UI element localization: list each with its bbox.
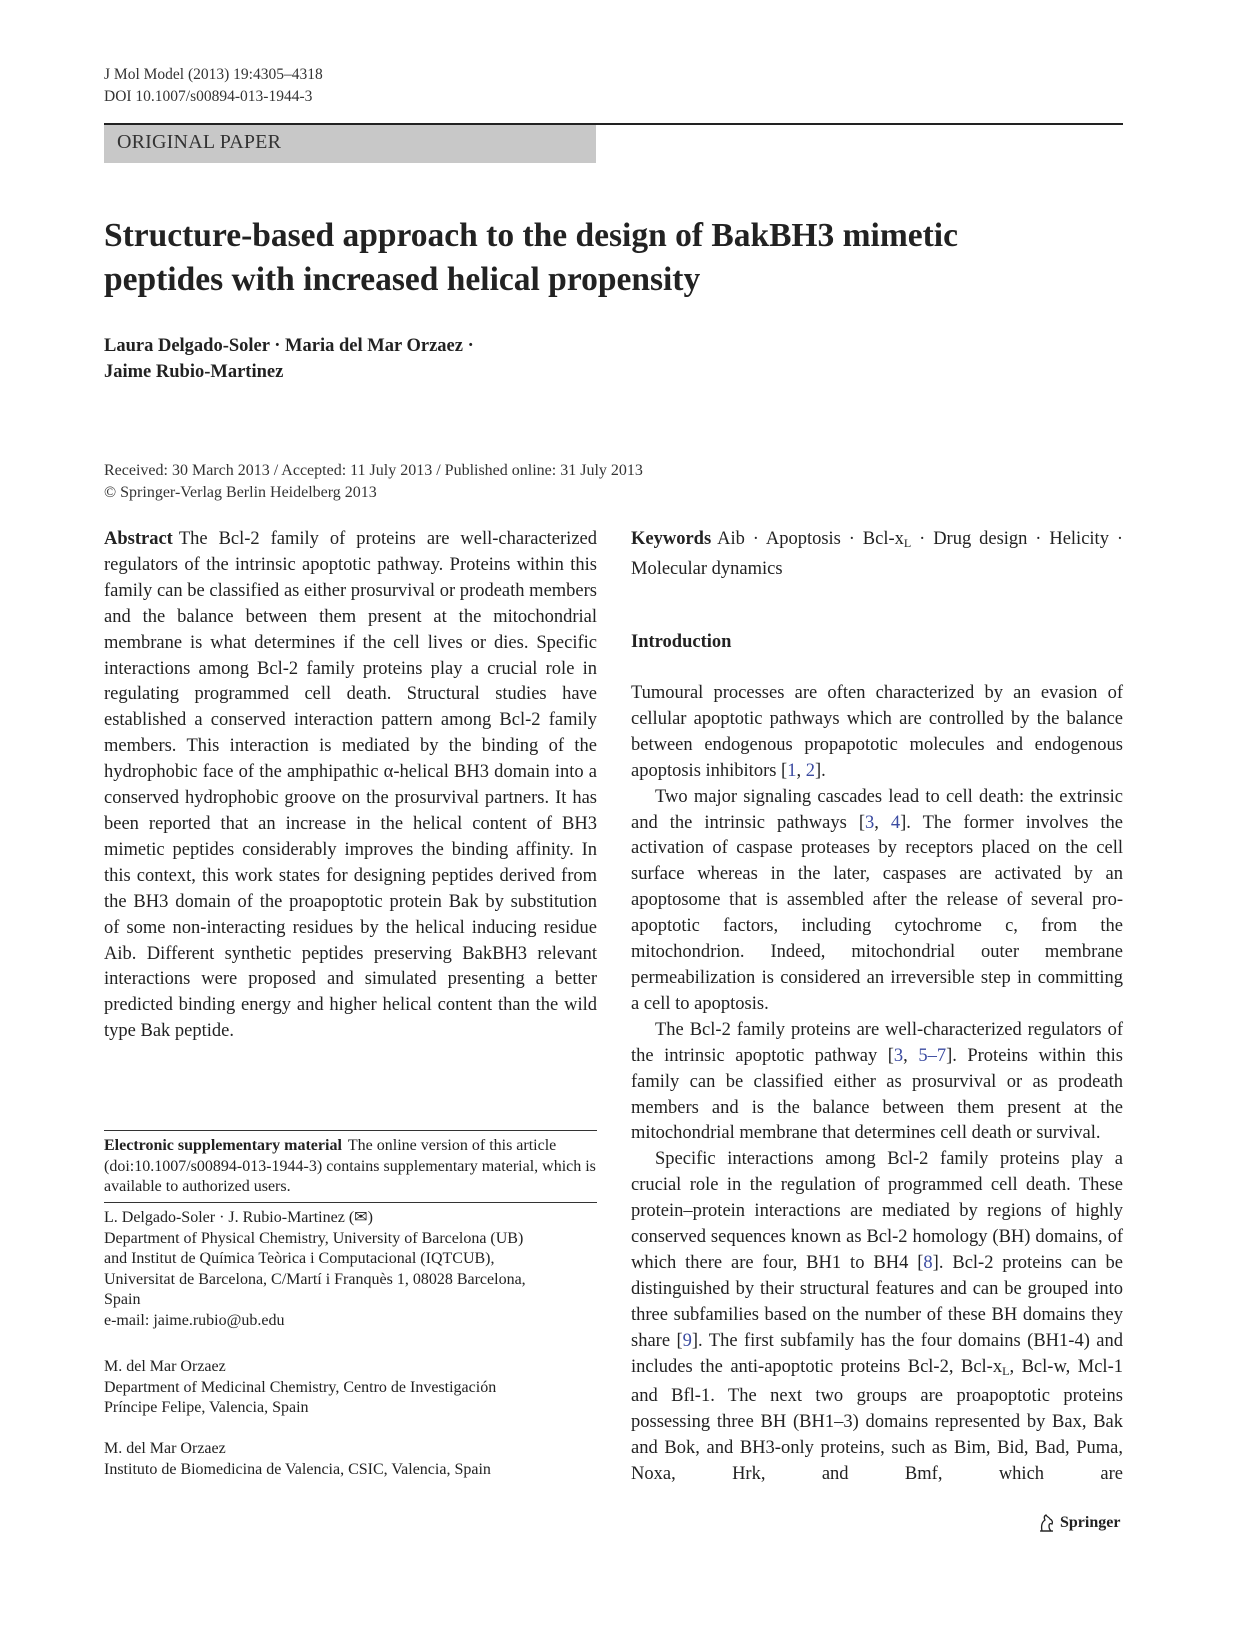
intro-paragraph-3 <box>631 1018 1123 1148</box>
publication-dates <box>104 460 643 504</box>
affiliation-3 <box>104 1439 597 1480</box>
citation-link[interactable]: 1 <box>787 760 797 781</box>
intro-paragraph-4 <box>631 1147 1123 1488</box>
esm-text: The online version of this article (doi:10.1007/s00894-013-1944-3) contains supplementary material, which is available to authorized users. <box>104 1137 596 1195</box>
affiliation-email: e-mail: jaime.rubio@ub.edu <box>104 1311 285 1329</box>
citation-link[interactable]: 9 <box>682 1330 692 1351</box>
affiliation-dept: Department of Physical Chemistry, University of Barcelona (UB) <box>104 1229 524 1247</box>
citation-link[interactable]: 5–7 <box>918 1045 947 1066</box>
esm-rule <box>104 1130 597 1131</box>
text: , <box>796 760 806 781</box>
text: , <box>874 812 891 833</box>
citation-link[interactable]: 4 <box>890 812 901 833</box>
section-heading: Introduction <box>631 632 732 652</box>
text: ]. <box>814 760 826 781</box>
abstract <box>104 527 597 1045</box>
journal-line: J Mol Model (2013) 19:4305–4318 <box>104 66 323 83</box>
text: ]. The former involves the activation of caspase proteases by receptors placed on the cell surface whereas in the later, caspases are activated by an apoptosome that is assembled after the release of several pro-apoptotic factors, including cytochrome c, from the mitochondrion. Indeed, mitochondrial outer membrane permeabilization is considered an irreversible step in committing a cell to apoptosis. <box>631 812 1123 1014</box>
text: , Bcl-w, Mcl-1 and Bfl-1. The next two groups are proapoptotic proteins possessing three BH (BH1–3) domains represented by Bax, Bak and Bok, and BH3-only proteins, such as Bim, Bid, Bad, Puma, Noxa, Hrk, and Bmf, which are <box>631 1356 1123 1485</box>
abstract-text: The Bcl-2 family of proteins are well-characterized regulators of the intrinsic apoptotic pathway. Proteins within this family can be classified as either prosurvival or prodeath members and the balance between them present at the mitochondrial membrane is what determines if the cell lives or dies. Specific interactions among Bcl-2 family proteins play a crucial role in regulating programmed cell death. Structural studies have established a conserved interaction pattern among Bcl-2 family members. This interaction is mediated by the binding of the hydrophobic face of the amphipathic α-helical BH3 domain into a conserved hydrophobic groove on the prosurvival partners. It has been reported that an increase in the helical content of BH3 mimetic peptides considerably improves the binding affinity. In this context, this work states for designing peptides derived from the BH3 domain of the proapoptotic protein Bak by substitution of some non-interacting residues by the helical inducing residue Aib. Different synthetic peptides preserving BakBH3 relevant interactions were proposed and simulated presenting a better predicted binding energy and higher helical content than the wild type Bak peptide. <box>104 529 597 1042</box>
text: ]. The first subfamily has the four domains (BH1-4) and includes the anti-apoptotic proteins Bcl-2, Bcl-x <box>631 1330 1123 1377</box>
text: Two major signaling cascades lead to cell death: the extrinsic and the intrinsic pathways [ <box>631 786 1123 833</box>
author-list <box>104 333 804 385</box>
affiliation-2 <box>104 1357 597 1419</box>
title-line: Structure-based approach to the design of BakBH3 mimetic <box>104 217 958 254</box>
citation-link[interactable]: 2 <box>805 760 815 781</box>
affiliation-name: M. del Mar Orzaez <box>104 1440 226 1457</box>
text: The Bcl-2 family proteins are well-characterized regulators of the intrinsic apoptotic pathway [ <box>631 1019 1123 1066</box>
keywords <box>631 527 1123 583</box>
keywords-paragraph <box>631 527 1123 583</box>
section-label: ORIGINAL PAPER <box>117 131 282 153</box>
text: ]. Proteins within this family can be classified either as prosurvival or as prodeath members and is the balance between them present at the mitochondrial membrane that determines cell death or survival. <box>631 1045 1124 1144</box>
publisher-logo <box>1038 1513 1120 1533</box>
esm-label: Electronic supplementary material <box>104 1137 342 1154</box>
section-banner <box>104 125 596 163</box>
dates-line: Received: 30 March 2013 / Accepted: 11 July 2013 / Published online: 31 July 2013 <box>104 462 643 479</box>
affiliation-rule <box>104 1202 597 1203</box>
authors-line: Jaime Rubio-Martinez <box>104 362 284 382</box>
affiliation-inst: Instituto de Biomedicina de Valencia, CSIC, Valencia, Spain <box>104 1460 491 1478</box>
paper-title <box>104 214 1104 302</box>
doi-line: DOI 10.1007/s00894-013-1944-3 <box>104 88 313 105</box>
text: Tumoural processes are often characterized by an evasion of cellular apoptotic pathways which are controlled by the balance between endogenous propapototic molecules and endogenous apoptosis inhibitors [ <box>631 683 1123 781</box>
citation-link[interactable]: 3 <box>865 812 875 833</box>
affiliation-name: M. del Mar Orzaez <box>104 1358 226 1375</box>
authors-line: Laura Delgado-Soler · Maria del Mar Orzaez · <box>104 336 474 356</box>
text: Specific interactions among Bcl-2 family proteins play a crucial role in the regulation of programmed cell death. These protein–protein interactions are mediated by regions of highly conserved sequences known as Bcl-2 homology (BH) domains, of which there are four, BH1 to BH4 [ <box>631 1149 1123 1273</box>
affiliation-dept: Department of Medicinal Chemistry, Centro de Investigación <box>104 1378 497 1396</box>
abstract-label: Abstract <box>104 529 173 549</box>
affiliation-address: Universitat de Barcelona, C/Martí i Franquès 1, 08028 Barcelona, <box>104 1270 526 1288</box>
abstract-paragraph <box>104 527 597 1045</box>
affiliation-address: Príncipe Felipe, Valencia, Spain <box>104 1399 309 1416</box>
copyright-line: © Springer-Verlag Berlin Heidelberg 2013 <box>104 484 377 501</box>
springer-horse-icon <box>1038 1513 1056 1533</box>
keywords-label: Keywords <box>631 529 712 549</box>
supplementary-note <box>104 1136 597 1198</box>
text: ]. Bcl-2 proteins can be distinguished by their structural features and can be grouped into three subfamilies based on the number of these BH domains they share [ <box>631 1252 1123 1351</box>
citation-link[interactable]: 3 <box>893 1045 904 1066</box>
publisher-name: Springer <box>1060 1514 1121 1531</box>
journal-citation <box>104 64 323 108</box>
keywords-text: Aib · Apoptosis · Bcl-x <box>717 529 904 549</box>
affiliation-names: L. Delgado-Soler · J. Rubio-Martinez (✉) <box>104 1209 373 1226</box>
subscript: L <box>1002 1363 1010 1378</box>
affiliation-country: Spain <box>104 1291 141 1308</box>
subscript: L <box>903 536 912 550</box>
affiliation-1 <box>104 1208 597 1331</box>
affiliation-inst: and Institut de Química Teòrica i Computacional (IQTCUB), <box>104 1250 495 1267</box>
citation-link[interactable]: 8 <box>923 1252 933 1273</box>
intro-paragraph-1 <box>631 681 1123 785</box>
intro-paragraph-2 <box>631 785 1123 1018</box>
text: , <box>903 1045 919 1066</box>
introduction-body <box>631 681 1123 1488</box>
title-line: peptides with increased helical propensity <box>104 261 701 298</box>
keywords-text: · Drug design · Helicity · Molecular dynamics <box>631 529 1123 579</box>
